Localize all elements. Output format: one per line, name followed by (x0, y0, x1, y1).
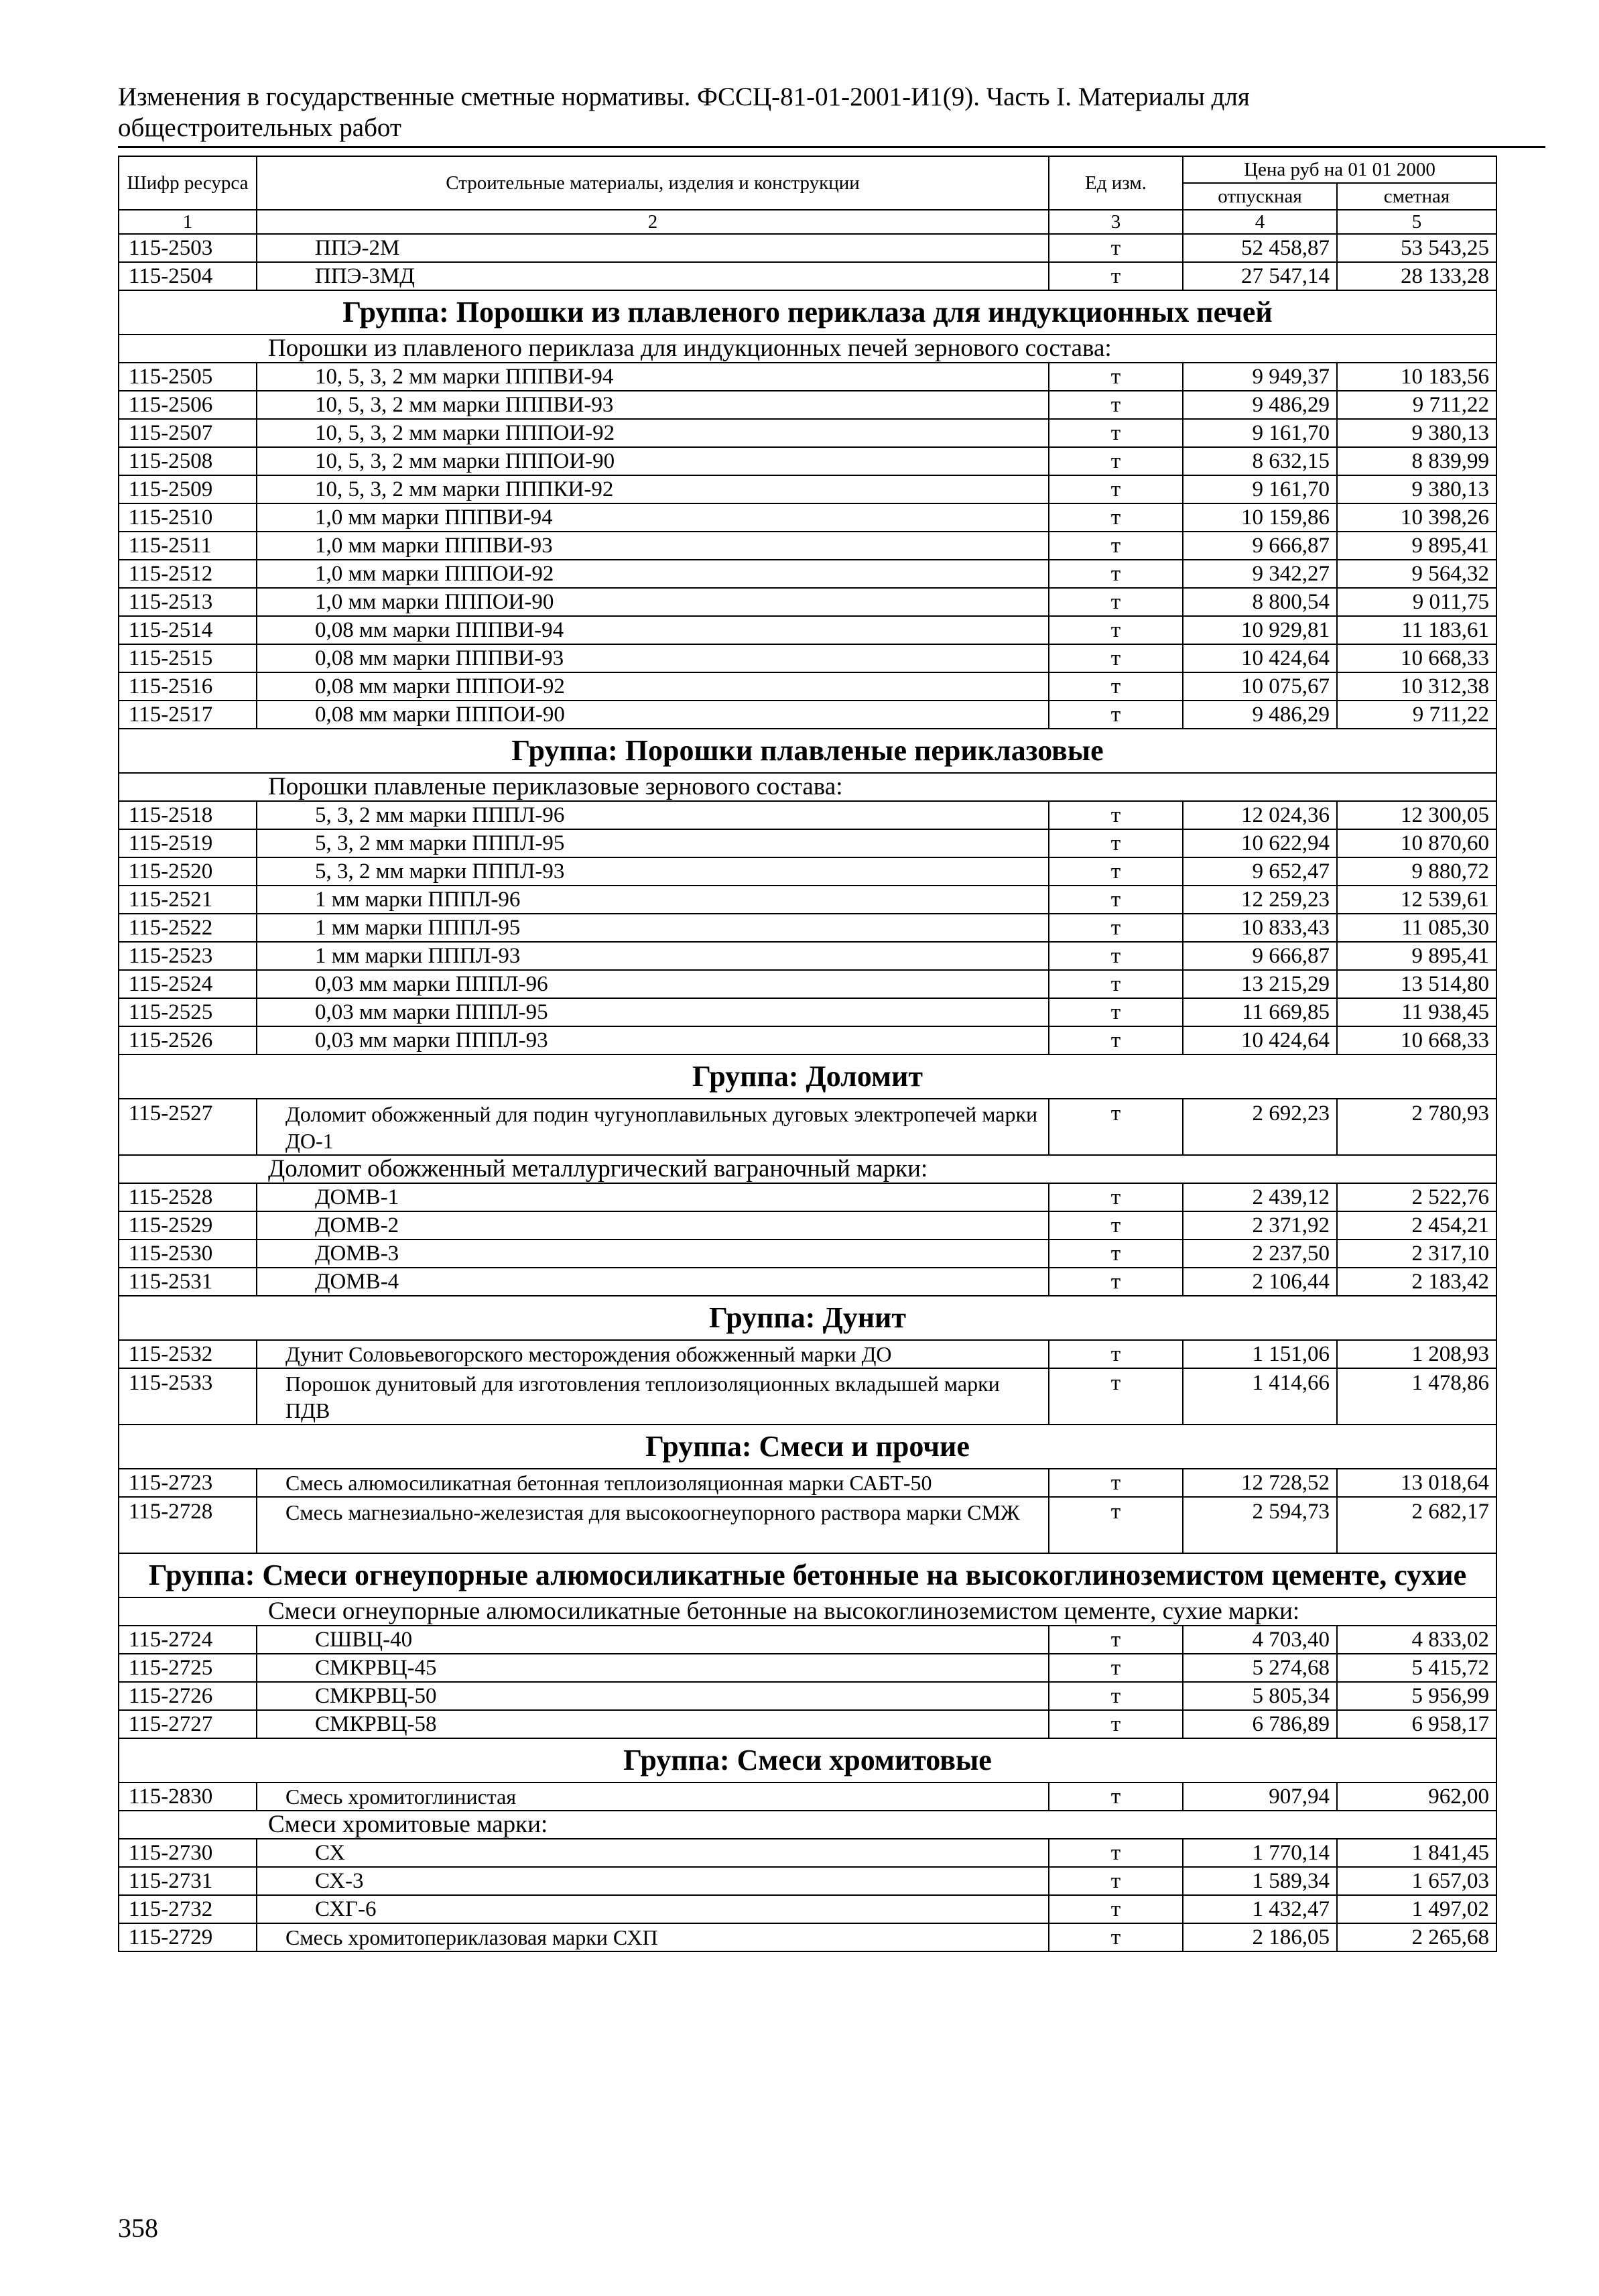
cell-unit: т (1049, 1240, 1183, 1268)
cell-release-price: 1 414,66 (1183, 1368, 1337, 1425)
cell-unit: т (1049, 1710, 1183, 1738)
cell-release-price: 1 770,14 (1183, 1839, 1337, 1867)
cell-name: 1,0 мм марки ПППОИ-92 (257, 560, 1049, 588)
group-title: Группа: Смеси и прочие (119, 1425, 1496, 1469)
cell-release-price: 12 728,52 (1183, 1469, 1337, 1497)
cell-release-price: 9 161,70 (1183, 419, 1337, 447)
group-title: Группа: Смеси огнеупорные алюмосиликатные бетонные на высокоглиноземистом цементе, сухие (119, 1553, 1496, 1597)
cell-release-price: 9 949,37 (1183, 363, 1337, 391)
cell-name: СШВЦ-40 (257, 1626, 1049, 1654)
cell-release-price: 12 259,23 (1183, 886, 1337, 914)
cell-name: 1 мм марки ПППЛ-96 (257, 886, 1049, 914)
cell-release-price: 9 666,87 (1183, 942, 1337, 970)
table-body (119, 234, 1496, 1951)
cell-name: СХГ-6 (257, 1895, 1049, 1923)
table-row (119, 1654, 1496, 1682)
cell-release-price: 5 274,68 (1183, 1654, 1337, 1682)
cell-code: 115-2728 (119, 1497, 257, 1553)
cell-code: 115-2504 (119, 262, 257, 290)
group-row (119, 1553, 1496, 1597)
cell-estimate-price: 13 514,80 (1337, 970, 1496, 998)
cell-code: 115-2729 (119, 1923, 257, 1951)
cell-code: 115-2516 (119, 672, 257, 701)
group-row (119, 729, 1496, 773)
table-row (119, 391, 1496, 419)
cell-name: 0,08 мм марки ПППОИ-90 (257, 701, 1049, 729)
cell-name: 1,0 мм марки ПППВИ-94 (257, 503, 1049, 532)
cell-estimate-price: 10 183,56 (1337, 363, 1496, 391)
table-row (119, 857, 1496, 886)
cell-estimate-price: 9 380,13 (1337, 419, 1496, 447)
subgroup-row (119, 1811, 1496, 1839)
table-row (119, 914, 1496, 942)
cell-estimate-price: 1 841,45 (1337, 1839, 1496, 1867)
cell-name: 1,0 мм марки ПППОИ-90 (257, 588, 1049, 616)
cell-name: Порошок дунитовый для изготовления теплоизоляционных вкладышей марки ПДВ (257, 1368, 1049, 1425)
cell-release-price: 10 833,43 (1183, 914, 1337, 942)
cell-unit: т (1049, 672, 1183, 701)
cell-estimate-price: 9 380,13 (1337, 475, 1496, 503)
cell-unit: т (1049, 1867, 1183, 1895)
cell-release-price: 9 161,70 (1183, 475, 1337, 503)
cell-unit: т (1049, 588, 1183, 616)
cell-name: ППЭ-3МД (257, 262, 1049, 290)
cell-estimate-price: 10 668,33 (1337, 1026, 1496, 1054)
cell-release-price: 9 342,27 (1183, 560, 1337, 588)
cell-code: 115-2726 (119, 1682, 257, 1710)
table-row (119, 1211, 1496, 1240)
cell-estimate-price: 6 958,17 (1337, 1710, 1496, 1738)
table-row (119, 1895, 1496, 1923)
cell-release-price: 4 703,40 (1183, 1626, 1337, 1654)
cell-release-price: 9 652,47 (1183, 857, 1337, 886)
cell-release-price: 2 106,44 (1183, 1268, 1337, 1296)
table-row (119, 801, 1496, 829)
group-title: Группа: Порошки из плавленого периклаза для индукционных печей (119, 290, 1496, 335)
table-row (119, 1923, 1496, 1951)
table-row (119, 1867, 1496, 1895)
cell-unit: т (1049, 886, 1183, 914)
cell-release-price: 8 800,54 (1183, 588, 1337, 616)
cell-estimate-price: 11 938,45 (1337, 998, 1496, 1026)
table-row (119, 475, 1496, 503)
cell-unit: т (1049, 363, 1183, 391)
cell-name: СХ (257, 1839, 1049, 1867)
cell-code: 115-2510 (119, 503, 257, 532)
table-row (119, 1710, 1496, 1738)
cell-unit: т (1049, 1626, 1183, 1654)
cell-estimate-price: 8 839,99 (1337, 447, 1496, 475)
subgroup-row (119, 335, 1496, 363)
cell-code: 115-2520 (119, 857, 257, 886)
cell-name: 1 мм марки ПППЛ-95 (257, 914, 1049, 942)
cell-code: 115-2518 (119, 801, 257, 829)
cell-release-price: 13 215,29 (1183, 970, 1337, 998)
cell-release-price: 2 371,92 (1183, 1211, 1337, 1240)
subgroup-title: Доломит обожженный металлургический ваграночный марки: (119, 1155, 1496, 1183)
cell-unit: т (1049, 475, 1183, 503)
cell-code: 115-2509 (119, 475, 257, 503)
cell-unit: т (1049, 801, 1183, 829)
cell-estimate-price: 53 543,25 (1337, 234, 1496, 262)
cell-code: 115-2526 (119, 1026, 257, 1054)
cell-release-price: 907,94 (1183, 1783, 1337, 1811)
subgroup-title: Порошки из плавленого периклаза для индукционных печей зернового состава: (119, 335, 1496, 363)
cell-release-price: 6 786,89 (1183, 1710, 1337, 1738)
cell-release-price: 10 929,81 (1183, 616, 1337, 644)
subgroup-row (119, 1597, 1496, 1626)
cell-estimate-price: 9 564,32 (1337, 560, 1496, 588)
table-row (119, 1099, 1496, 1155)
cell-estimate-price: 13 018,64 (1337, 1469, 1496, 1497)
cell-code: 115-2724 (119, 1626, 257, 1654)
table-row (119, 503, 1496, 532)
cell-estimate-price: 11 085,30 (1337, 914, 1496, 942)
cell-unit: т (1049, 914, 1183, 942)
cell-code: 115-2522 (119, 914, 257, 942)
cell-release-price: 9 486,29 (1183, 701, 1337, 729)
group-title: Группа: Смеси хромитовые (119, 1738, 1496, 1783)
subgroup-title: Смеси огнеупорные алюмосиликатные бетонные на высокоглиноземистом цементе, сухие марки: (119, 1597, 1496, 1626)
cell-code: 115-2830 (119, 1783, 257, 1811)
cell-release-price: 1 589,34 (1183, 1867, 1337, 1895)
table-row (119, 1497, 1496, 1553)
cell-unit: т (1049, 998, 1183, 1026)
cell-estimate-price: 1 497,02 (1337, 1895, 1496, 1923)
cell-release-price: 2 594,73 (1183, 1497, 1337, 1553)
cell-code: 115-2523 (119, 942, 257, 970)
cell-code: 115-2503 (119, 234, 257, 262)
table-row (119, 1183, 1496, 1211)
cell-estimate-price: 9 880,72 (1337, 857, 1496, 886)
cell-unit: т (1049, 1268, 1183, 1296)
table-row (119, 829, 1496, 857)
group-title: Группа: Дунит (119, 1296, 1496, 1340)
cell-code: 115-2731 (119, 1867, 257, 1895)
table-row (119, 1240, 1496, 1268)
group-row (119, 1296, 1496, 1340)
table-row (119, 970, 1496, 998)
cell-name: 10, 5, 3, 2 мм марки ПППВИ-94 (257, 363, 1049, 391)
cell-release-price: 10 622,94 (1183, 829, 1337, 857)
cell-unit: т (1049, 503, 1183, 532)
col-header-code: Шифр ресурса (119, 156, 257, 210)
cell-code: 115-2730 (119, 1839, 257, 1867)
col-header-estimate: сметная (1337, 183, 1496, 210)
cell-code: 115-2517 (119, 701, 257, 729)
cell-unit: т (1049, 616, 1183, 644)
cell-estimate-price: 2 265,68 (1337, 1923, 1496, 1951)
table-row (119, 588, 1496, 616)
cell-name: ППЭ-2М (257, 234, 1049, 262)
cell-release-price: 2 692,23 (1183, 1099, 1337, 1155)
cell-estimate-price: 2 317,10 (1337, 1240, 1496, 1268)
cell-code: 115-2511 (119, 532, 257, 560)
cell-code: 115-2515 (119, 644, 257, 672)
cell-unit: т (1049, 857, 1183, 886)
cell-name: 1,0 мм марки ПППВИ-93 (257, 532, 1049, 560)
cell-unit: т (1049, 1211, 1183, 1240)
cell-name: СХ-3 (257, 1867, 1049, 1895)
cell-release-price: 10 424,64 (1183, 1026, 1337, 1054)
cell-release-price: 2 439,12 (1183, 1183, 1337, 1211)
cell-code: 115-2512 (119, 560, 257, 588)
header-line-2: общестроительных работ (118, 113, 401, 142)
table-row (119, 1268, 1496, 1296)
table-row (119, 701, 1496, 729)
cell-name: СМКРВЦ-58 (257, 1710, 1049, 1738)
cell-name: ДОМВ-4 (257, 1268, 1049, 1296)
cell-name: Смесь магнезиально-железистая для высокоогнеупорного раствора марки СМЖ (257, 1497, 1049, 1553)
cell-estimate-price: 10 668,33 (1337, 644, 1496, 672)
cell-unit: т (1049, 560, 1183, 588)
cell-unit: т (1049, 1026, 1183, 1054)
cell-estimate-price: 1 478,86 (1337, 1368, 1496, 1425)
cell-estimate-price: 2 522,76 (1337, 1183, 1496, 1211)
cell-estimate-price: 9 895,41 (1337, 942, 1496, 970)
cell-code: 115-2519 (119, 829, 257, 857)
table-row (119, 644, 1496, 672)
cell-name: 0,03 мм марки ПППЛ-93 (257, 1026, 1049, 1054)
cell-unit: т (1049, 1654, 1183, 1682)
cell-unit: т (1049, 1839, 1183, 1867)
group-row (119, 1054, 1496, 1099)
table-row (119, 616, 1496, 644)
table-row (119, 1626, 1496, 1654)
table-row (119, 234, 1496, 262)
cell-release-price: 10 424,64 (1183, 644, 1337, 672)
cell-estimate-price: 9 711,22 (1337, 701, 1496, 729)
cell-unit: т (1049, 1923, 1183, 1951)
cell-estimate-price: 2 780,93 (1337, 1099, 1496, 1155)
cell-unit: т (1049, 1469, 1183, 1497)
header-line-1: Изменения в государственные сметные нормативы. ФССЦ-81-01-2001-И1(9). Часть I. Материалы для (118, 82, 1250, 111)
group-row (119, 290, 1496, 335)
table-row (119, 262, 1496, 290)
cell-estimate-price: 2 183,42 (1337, 1268, 1496, 1296)
group-title: Группа: Порошки плавленые периклазовые (119, 729, 1496, 773)
cell-code: 115-2528 (119, 1183, 257, 1211)
table-row (119, 1682, 1496, 1710)
cell-unit: т (1049, 1368, 1183, 1425)
cell-unit: т (1049, 942, 1183, 970)
cell-release-price: 9 666,87 (1183, 532, 1337, 560)
cell-release-price: 12 024,36 (1183, 801, 1337, 829)
cell-code: 115-2732 (119, 1895, 257, 1923)
cell-unit: т (1049, 1895, 1183, 1923)
cell-estimate-price: 11 183,61 (1337, 616, 1496, 644)
cell-code: 115-2507 (119, 419, 257, 447)
cell-code: 115-2505 (119, 363, 257, 391)
subgroup-row (119, 773, 1496, 801)
table-row (119, 1368, 1496, 1425)
cell-name: 10, 5, 3, 2 мм марки ПППОИ-90 (257, 447, 1049, 475)
cell-unit: т (1049, 234, 1183, 262)
col-index-3: 3 (1049, 210, 1183, 234)
cell-estimate-price: 962,00 (1337, 1783, 1496, 1811)
subgroup-title: Порошки плавленые периклазовые зернового состава: (119, 773, 1496, 801)
cell-unit: т (1049, 262, 1183, 290)
cell-name: 0,08 мм марки ПППВИ-94 (257, 616, 1049, 644)
cell-code: 115-2723 (119, 1469, 257, 1497)
subgroup-row (119, 1155, 1496, 1183)
cell-unit: т (1049, 970, 1183, 998)
cell-unit: т (1049, 1783, 1183, 1811)
cell-name: 5, 3, 2 мм марки ПППЛ-93 (257, 857, 1049, 886)
cell-estimate-price: 2 682,17 (1337, 1497, 1496, 1553)
cell-code: 115-2532 (119, 1340, 257, 1368)
cell-release-price: 10 075,67 (1183, 672, 1337, 701)
cell-name: 1 мм марки ПППЛ-93 (257, 942, 1049, 970)
cell-code: 115-2513 (119, 588, 257, 616)
table-row (119, 1026, 1496, 1054)
cell-unit: т (1049, 1682, 1183, 1710)
col-index-4: 4 (1183, 210, 1337, 234)
cell-estimate-price: 5 415,72 (1337, 1654, 1496, 1682)
cell-release-price: 5 805,34 (1183, 1682, 1337, 1710)
cell-release-price: 2 237,50 (1183, 1240, 1337, 1268)
cell-code: 115-2531 (119, 1268, 257, 1296)
cell-release-price: 52 458,87 (1183, 234, 1337, 262)
table-row (119, 560, 1496, 588)
cell-unit: т (1049, 1099, 1183, 1155)
cell-release-price: 1 432,47 (1183, 1895, 1337, 1923)
cell-unit: т (1049, 829, 1183, 857)
cell-estimate-price: 9 895,41 (1337, 532, 1496, 560)
cell-estimate-price: 10 870,60 (1337, 829, 1496, 857)
cell-estimate-price: 12 539,61 (1337, 886, 1496, 914)
table-row (119, 886, 1496, 914)
cell-unit: т (1049, 391, 1183, 419)
cell-name: 5, 3, 2 мм марки ПППЛ-95 (257, 829, 1049, 857)
col-header-unit: Ед изм. (1049, 156, 1183, 210)
cell-unit: т (1049, 1183, 1183, 1211)
table-row (119, 1469, 1496, 1497)
cell-estimate-price: 10 398,26 (1337, 503, 1496, 532)
col-header-release: отпускная (1183, 183, 1337, 210)
cell-release-price: 2 186,05 (1183, 1923, 1337, 1951)
col-index-2: 2 (257, 210, 1049, 234)
table-row (119, 1340, 1496, 1368)
cell-name: 0,03 мм марки ПППЛ-96 (257, 970, 1049, 998)
cell-release-price: 10 159,86 (1183, 503, 1337, 532)
cell-name: Смесь хромитоглинистая (257, 1783, 1049, 1811)
cell-code: 115-2725 (119, 1654, 257, 1682)
cell-code: 115-2527 (119, 1099, 257, 1155)
cell-estimate-price: 9 011,75 (1337, 588, 1496, 616)
cell-unit: т (1049, 701, 1183, 729)
cell-release-price: 27 547,14 (1183, 262, 1337, 290)
cell-unit: т (1049, 447, 1183, 475)
cell-unit: т (1049, 419, 1183, 447)
col-index-5: 5 (1337, 210, 1496, 234)
cell-estimate-price: 28 133,28 (1337, 262, 1496, 290)
cell-name: 0,03 мм марки ПППЛ-95 (257, 998, 1049, 1026)
table-row (119, 363, 1496, 391)
table-row (119, 447, 1496, 475)
cell-estimate-price: 1 657,03 (1337, 1867, 1496, 1895)
cell-code: 115-2525 (119, 998, 257, 1026)
cell-name: 0,08 мм марки ПППОИ-92 (257, 672, 1049, 701)
price-table (118, 156, 1497, 1952)
table-row (119, 1839, 1496, 1867)
cell-name: Доломит обожженный для подин чугуноплавильных дуговых электропечей марки ДО-1 (257, 1099, 1049, 1155)
col-header-name: Строительные материалы, изделия и конструкции (257, 156, 1049, 210)
cell-name: 0,08 мм марки ПППВИ-93 (257, 644, 1049, 672)
table-row (119, 419, 1496, 447)
cell-code: 115-2524 (119, 970, 257, 998)
col-index-1: 1 (119, 210, 257, 234)
cell-estimate-price: 1 208,93 (1337, 1340, 1496, 1368)
group-row (119, 1425, 1496, 1469)
subgroup-title: Смеси хромитовые марки: (119, 1811, 1496, 1839)
table-row (119, 942, 1496, 970)
cell-estimate-price: 2 454,21 (1337, 1211, 1496, 1240)
page-header (118, 82, 1525, 143)
cell-code: 115-2508 (119, 447, 257, 475)
cell-unit: т (1049, 532, 1183, 560)
cell-name: Смесь хромитопериклазовая марки СХП (257, 1923, 1049, 1951)
header-rule (118, 146, 1545, 148)
cell-unit: т (1049, 1340, 1183, 1368)
cell-estimate-price: 9 711,22 (1337, 391, 1496, 419)
cell-estimate-price: 10 312,38 (1337, 672, 1496, 701)
page-number: 358 (118, 2213, 158, 2243)
cell-release-price: 11 669,85 (1183, 998, 1337, 1026)
cell-estimate-price: 12 300,05 (1337, 801, 1496, 829)
cell-name: ДОМВ-2 (257, 1211, 1049, 1240)
cell-code: 115-2529 (119, 1211, 257, 1240)
cell-release-price: 1 151,06 (1183, 1340, 1337, 1368)
cell-unit: т (1049, 644, 1183, 672)
cell-unit: т (1049, 1497, 1183, 1553)
table-row (119, 672, 1496, 701)
cell-name: 5, 3, 2 мм марки ПППЛ-96 (257, 801, 1049, 829)
group-row (119, 1738, 1496, 1783)
cell-name: ДОМВ-3 (257, 1240, 1049, 1268)
cell-release-price: 8 632,15 (1183, 447, 1337, 475)
cell-code: 115-2521 (119, 886, 257, 914)
cell-name: СМКРВЦ-50 (257, 1682, 1049, 1710)
cell-code: 115-2727 (119, 1710, 257, 1738)
cell-code: 115-2514 (119, 616, 257, 644)
table-row (119, 532, 1496, 560)
group-title: Группа: Доломит (119, 1054, 1496, 1099)
cell-name: 10, 5, 3, 2 мм марки ПППВИ-93 (257, 391, 1049, 419)
cell-name: ДОМВ-1 (257, 1183, 1049, 1211)
cell-name: Смесь алюмосиликатная бетонная теплоизоляционная марки САБТ-50 (257, 1469, 1049, 1497)
cell-name: СМКРВЦ-45 (257, 1654, 1049, 1682)
table-row (119, 1783, 1496, 1811)
cell-name: 10, 5, 3, 2 мм марки ПППОИ-92 (257, 419, 1049, 447)
cell-code: 115-2506 (119, 391, 257, 419)
cell-name: 10, 5, 3, 2 мм марки ПППКИ-92 (257, 475, 1049, 503)
col-header-price: Цена руб на 01 01 2000 (1183, 156, 1496, 183)
cell-name: Дунит Соловьевогорского месторождения обожженный марки ДО (257, 1340, 1049, 1368)
cell-estimate-price: 5 956,99 (1337, 1682, 1496, 1710)
cell-code: 115-2533 (119, 1368, 257, 1425)
cell-code: 115-2530 (119, 1240, 257, 1268)
cell-release-price: 9 486,29 (1183, 391, 1337, 419)
cell-estimate-price: 4 833,02 (1337, 1626, 1496, 1654)
table-row (119, 998, 1496, 1026)
